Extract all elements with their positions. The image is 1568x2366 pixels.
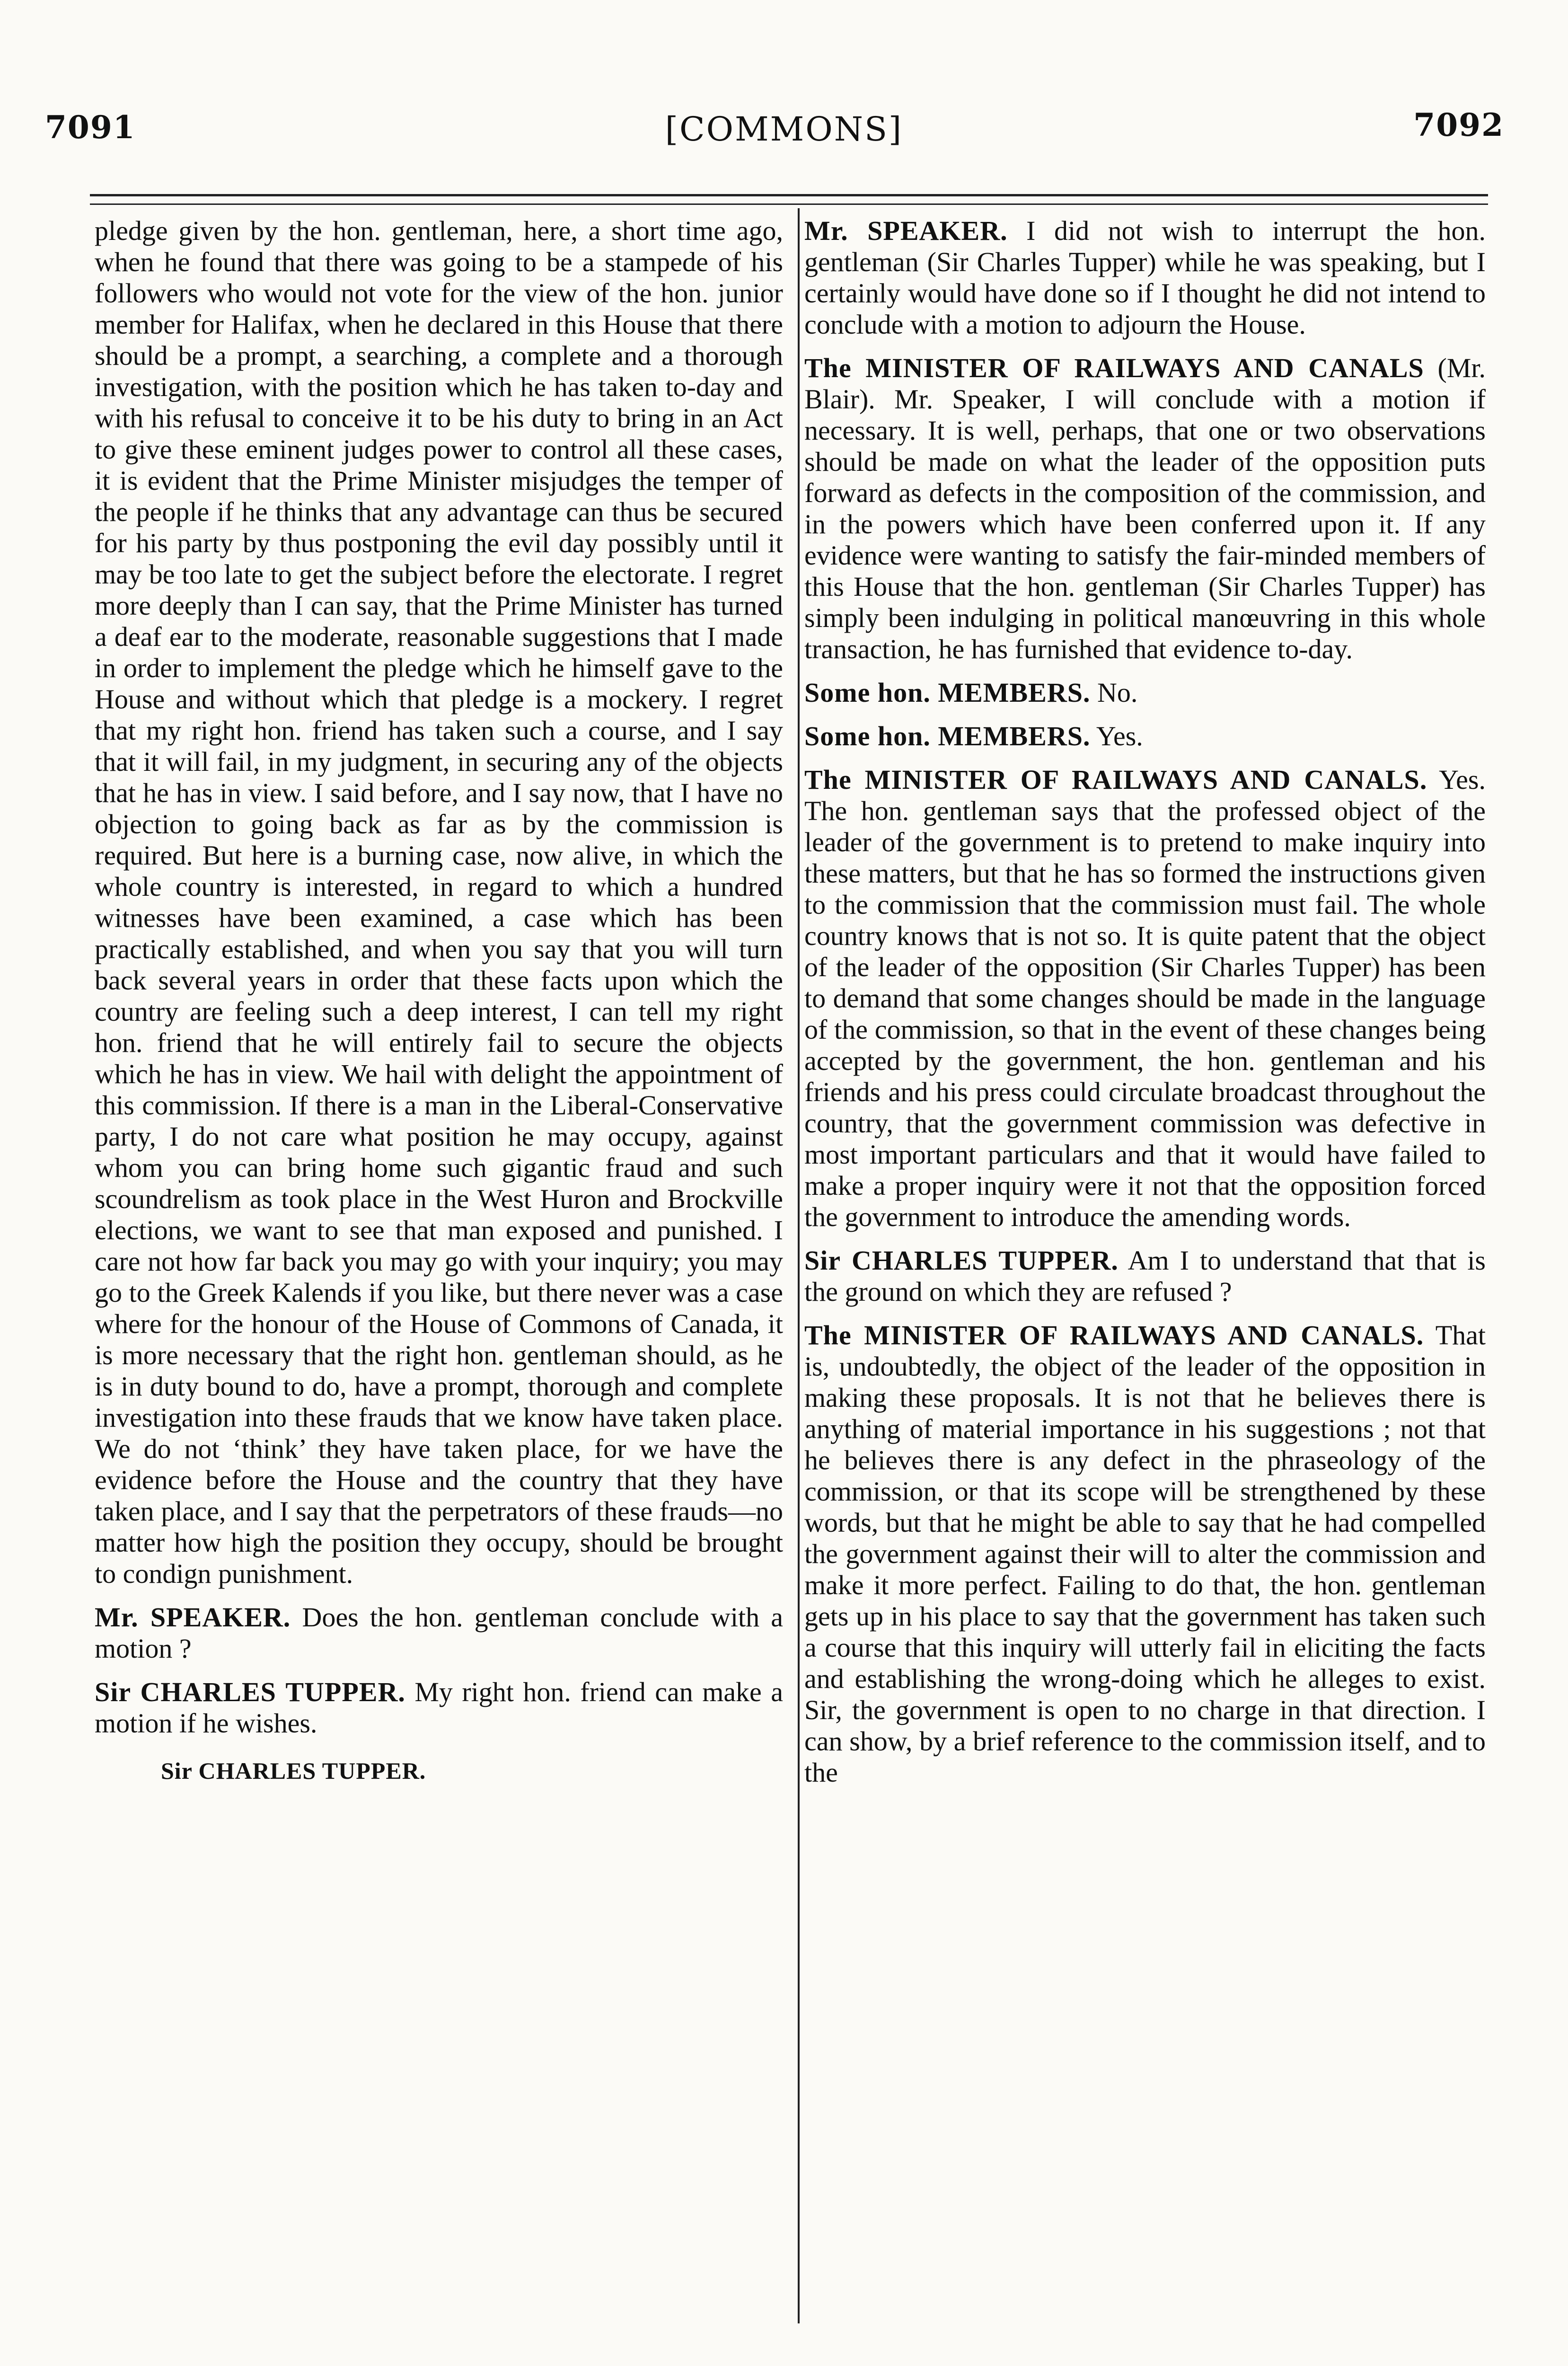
speech-paragraph xyxy=(804,721,1486,752)
speech-text: Am I to understand that that is the ground on which they are refused ? xyxy=(804,1245,1486,1307)
column-divider xyxy=(798,208,800,2323)
speaker-name: Mr. SPEAKER. xyxy=(95,1602,291,1633)
speaker-name: Some hon. MEMBERS. xyxy=(804,721,1091,751)
speech-text: (Mr. Blair). Mr. Speaker, I will conclude with a motion if necessary. It is well, perhaps, that one or two observations should be made on what the leader of the opposition puts forward as defects in the composition of the commission, and in the powers which have been conferred upon it. If any evidence were wanting to satisfy the fair-minded members of this House that the hon. gentleman (Sir Charles Tupper) has simply been indulging in political manœuvring in this whole transaction, he has furnished that evidence to-day. xyxy=(804,353,1486,664)
paragraph: pledge given by the hon. gentleman, here, a short time ago, when he found that there was going to be a stampede of his followers who would not vote for the view of the hon. junior member for Halifax, when he declared in this House that there should be a prompt, a searching, a complete and a thorough investigation, with the position which he has taken to-day and with his refusal to conceive it to be his duty to bring in an Act to give these eminent judges power to control all these cases, it is evident that the Prime Minister misjudges the temper of the people if he thinks that any advantage can thus be secured for his party by thus postponing the evil day possibly until it may be too late to get the subject before the electorate. I regret more deeply than I can say, that the Prime Minister has turned a deaf ear to the moderate, reasonable suggestions that I made in order to implement the pledge which he himself gave to the House and without which that pledge is a mockery. I regret that my right hon. friend has taken such a course, and I say that it will fail, in my judgment, in securing any of the objects that he has in view. I said before, and I say now, that I have no objection to going back as far as by the commission is required. But here is a burning case, now alive, in which the whole country is interested, in regard to which a hundred witnesses have been examined, a case which has been practically established, and when you say that you will turn back several years in order that these facts upon which the country are feeling such a deep interest, I can tell my right hon. friend that he will entirely fail to secure the objects which he has in view. We hail with delight the appointment of this commission. If there is a man in the Liberal-Conservative party, I do not care what position he may occupy, against whom you can bring home such gigantic fraud and such scoundrelism as took place in the West Huron and Brockville elections, we want to see that man exposed and punished. I care not how far back you may go with your inquiry; you may go to the Greek Kalends if you like, but there never was a case where for the honour of the House of Commons of Canada, it is more necessary that the right hon. gentleman should, as he is in duty bound to do, have a prompt, thorough and complete investigation into these frauds that we know have taken place. We do not ‘think’ they have taken place, for we have the evidence before the House and the country that they have taken place, and I say that the perpetrators of these frauds—no matter how high the position they occupy, should be brought to condign punishment. xyxy=(95,215,783,1589)
header-rule-secondary xyxy=(90,203,1488,205)
left-column xyxy=(95,215,783,2366)
speaker-name: Sir CHARLES TUPPER. xyxy=(95,1677,405,1707)
speech-paragraph xyxy=(804,1320,1486,1788)
page-number-left: 7091 xyxy=(45,109,136,146)
header-rule xyxy=(90,194,1488,196)
speaker-name: Sir CHARLES TUPPER. xyxy=(804,1245,1119,1276)
speaker-name: Some hon. MEMBERS. xyxy=(804,677,1091,708)
speech-text: That is, undoubtedly, the object of the leader of the opposition in making these proposals. It is not that he believes there is anything of material importance in his suggestions ; not that he believes there is any defect in the phraseology of the commission, or that its scope will be strengthened by these words, but that he might be able to say that he had compelled the government against their will to alter the commission and make it more perfect. Failing to do that, the hon. gentleman gets up in his place to say that the government has taken such a course that this inquiry will utterly fail in eliciting the facts and establishing the wrong-doing which he alleges to exist. Sir, the government is open to no charge in that direction. I can show, by a brief reference to the commission itself, and to the xyxy=(804,1320,1486,1788)
speech-text: No. xyxy=(1097,677,1138,708)
speech-text: My right hon. friend can make a motion if he wishes. xyxy=(95,1677,783,1739)
speech-paragraph xyxy=(95,1677,783,1739)
running-footer: Sir CHARLES TUPPER. xyxy=(161,1757,426,1784)
speech-paragraph xyxy=(95,1602,783,1664)
speech-text: Does the hon. gentleman conclude with a motion ? xyxy=(95,1602,783,1664)
speech-text: Yes. xyxy=(1096,721,1143,751)
page-number-right: 7092 xyxy=(1413,106,1504,143)
running-head: [COMMONS] xyxy=(665,110,903,149)
speech-text: Yes. The hon. gentleman says that the professed object of the leader of the government is to pretend to make inquiry into these matters, but that he has so formed the instructions given to the commission that the commission must fail. The whole country knows that is not so. It is quite patent that the object of the leader of the opposition (Sir Charles Tupper) has been to demand that some changes should be made in the language of the commission, so that in the event of these changes being accepted by the government, the hon. gentleman and his friends and his press could circulate broadcast throughout the country, that the government commission was defective in most important particulars and that it would have failed to make a proper inquiry were it not that the opposition forced the government to introduce the amending words. xyxy=(804,764,1486,1232)
speech-paragraph xyxy=(804,353,1486,665)
speaker-name: The MINISTER OF RAILWAYS AND CANALS xyxy=(804,353,1424,383)
right-column xyxy=(804,215,1486,2366)
speaker-name: The MINISTER OF RAILWAYS AND CANALS. xyxy=(804,1320,1424,1351)
speaker-name: Mr. SPEAKER. xyxy=(804,215,1008,246)
speech-text: I did not wish to interrupt the hon. gentleman (Sir Charles Tupper) while he was speaking, but I certainly would have done so if I thought he did not intend to conclude with a motion to adjourn the House. xyxy=(804,215,1486,340)
speech-paragraph xyxy=(804,215,1486,340)
speech-paragraph xyxy=(804,764,1486,1233)
speech-paragraph xyxy=(804,677,1486,708)
speaker-name: The MINISTER OF RAILWAYS AND CANALS. xyxy=(804,764,1427,795)
speech-paragraph xyxy=(804,1245,1486,1307)
